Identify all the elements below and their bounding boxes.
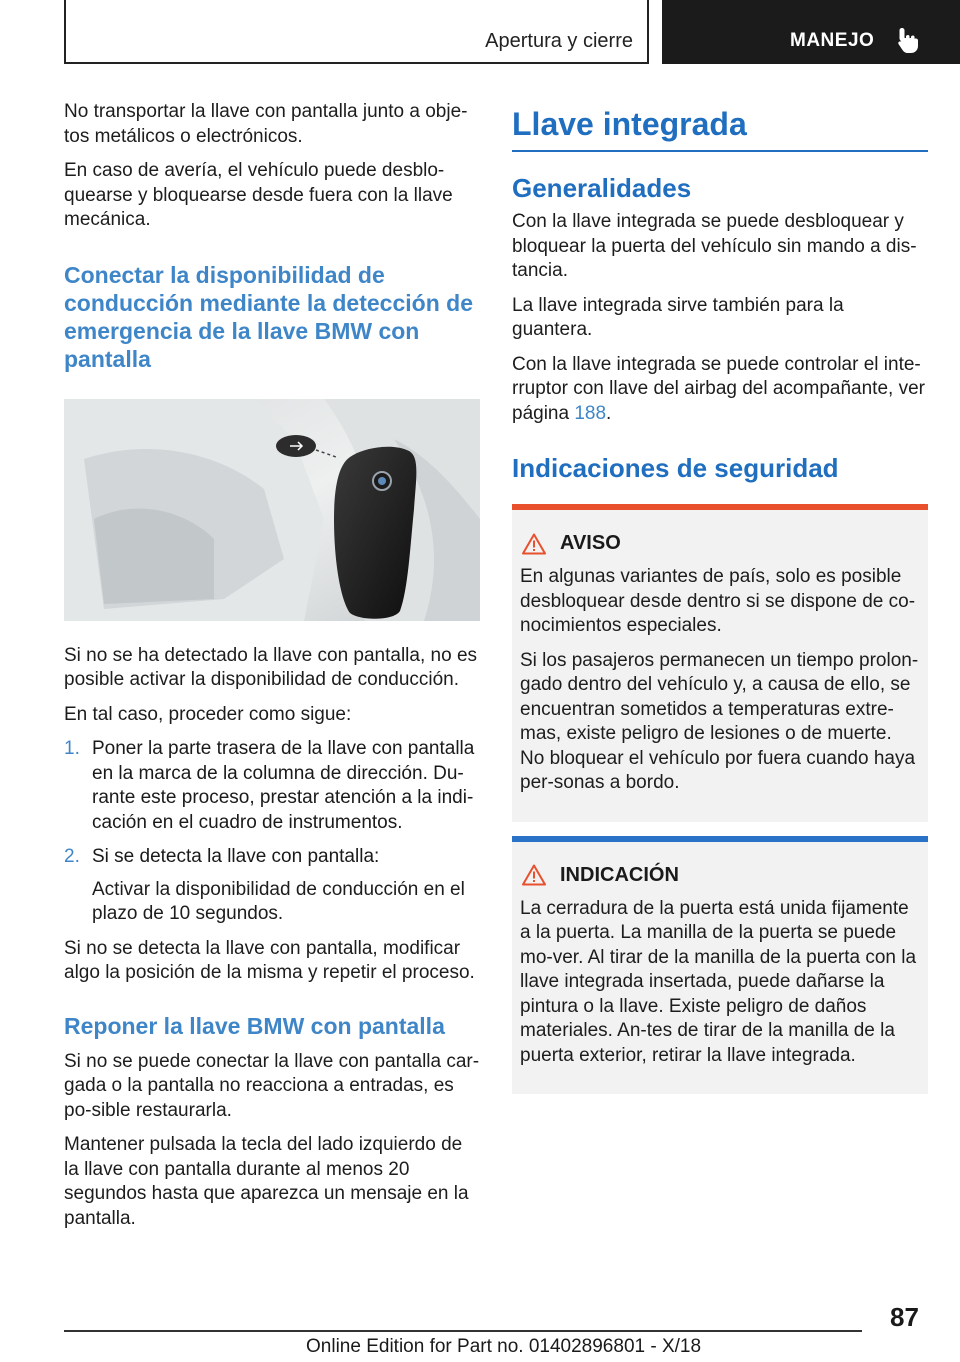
paragraph: Si no se ha detectado la llave con pantalla, no es posible activar la disponibilidad de conducción.: [64, 644, 478, 690]
warning-box-title: [520, 532, 920, 555]
paragraph: Mantener pulsada la tecla del lado izquierdo de la llave con pantalla durante al menos 20 segundos hasta que aparezca un mensaje en la pantalla.: [64, 1134, 469, 1229]
step-number: 1.: [64, 738, 80, 759]
paragraph: Si no se detecta la llave con pantalla, modificar algo la posición de la misma y repetir el proceso.: [64, 937, 475, 983]
left-column: [64, 100, 480, 1241]
list-item: [64, 845, 480, 927]
list-item: [64, 737, 480, 835]
display-key-illustration: [64, 399, 480, 621]
note-box: [512, 836, 928, 1095]
edition-note: Online Edition for Part no. 01402896801 - X/18: [306, 1336, 702, 1357]
paragraph-text: Con la llave integrada se puede controlar el inte-rruptor con llave del airbag del acompañante, ver página: [512, 353, 925, 424]
paragraph: Si no se puede conectar la llave con pantalla car-gada o la pantalla no reacciona a entradas, es po-sible restaurarla.: [64, 1050, 480, 1121]
paragraph: Si los pasajeros permanecen un tiempo prolon-gado dentro del vehículo y, a causa de ello, se encuentran sometidos a temperaturas extre-mas, existe peligro de lesiones o de muerte. No bloquear el vehículo por fuera cuando haya per-sonas a bordo.: [520, 649, 919, 793]
section-heading-seguridad: Indicaciones de seguridad: [512, 453, 839, 483]
paragraph: [512, 353, 928, 427]
right-column: [512, 100, 928, 1106]
paragraph: La cerradura de la puerta está unida fijamente a la puerta. La manilla de la puerta se puede mo-ver. Al tirar de la manilla de la puerta con la llave integrada insertada, puede dañarse la pintura o la llave. Existe peligro de daños materiales. An-tes de tirar de la manilla de la puerta exterior, retirar la llave integrada.: [520, 897, 917, 1066]
section-heading-reponer: Reponer la llave BMW con pantalla: [64, 1012, 445, 1039]
footer-divider: [64, 1330, 862, 1332]
step-text: Poner la parte trasera de la llave con pantalla en la marca de la columna de dirección. Du-rante este proceso, prestar atención a la indi-cación en el cuadro de instrumentos.: [92, 738, 475, 833]
section-heading-conectar: Conectar la disponibilidad de conducción mediante la detección de emergencia de la llave BMW con pantalla: [64, 261, 473, 372]
steps-list: [64, 737, 480, 927]
header-chapter-title: MANEJO: [790, 30, 875, 51]
warning-triangle-icon: [522, 533, 546, 555]
step-number: 2.: [64, 846, 80, 867]
header-chapter-tab: [662, 0, 960, 64]
header-section-tab: [64, 0, 649, 64]
step-text: Si se detecta la llave con pantalla:: [92, 846, 380, 867]
paragraph: La llave integrada sirve también para la guantera.: [512, 294, 844, 340]
note-box-title: [520, 864, 920, 887]
header-section-title: Apertura y cierre: [485, 30, 633, 52]
warning-triangle-icon: [522, 864, 546, 886]
step-subtext: Activar la disponibilidad de conducción en el plazo de 10 segundos.: [92, 878, 465, 924]
section-heading-generalidades: Generalidades: [512, 173, 692, 203]
warning-label: AVISO: [560, 532, 621, 554]
paragraph: En tal caso, proceder como sigue:: [64, 703, 352, 725]
paragraph: En algunas variantes de país, solo es posible desbloquear desde dentro si se dispone de co-nocimientos especiales.: [520, 566, 916, 636]
note-label: INDICACIÓN: [560, 863, 679, 886]
page-reference-link[interactable]: 188: [574, 402, 607, 424]
chapter-heading: Llave integrada: [512, 100, 928, 152]
page-number: 87: [890, 1302, 919, 1332]
pointing-hand-icon: [896, 26, 922, 54]
paragraph: En caso de avería, el vehículo puede desblo-quearse y bloquearse desde fuera con la llave mecánica.: [64, 160, 453, 230]
paragraph-text: .: [606, 402, 612, 424]
paragraph: No transportar la llave con pantalla junto a obje-tos metálicos o electrónicos.: [64, 101, 468, 147]
warning-box: [512, 504, 928, 822]
paragraph: Con la llave integrada se puede desbloquear y bloquear la puerta del vehículo sin mando a dis-tancia.: [512, 211, 917, 281]
